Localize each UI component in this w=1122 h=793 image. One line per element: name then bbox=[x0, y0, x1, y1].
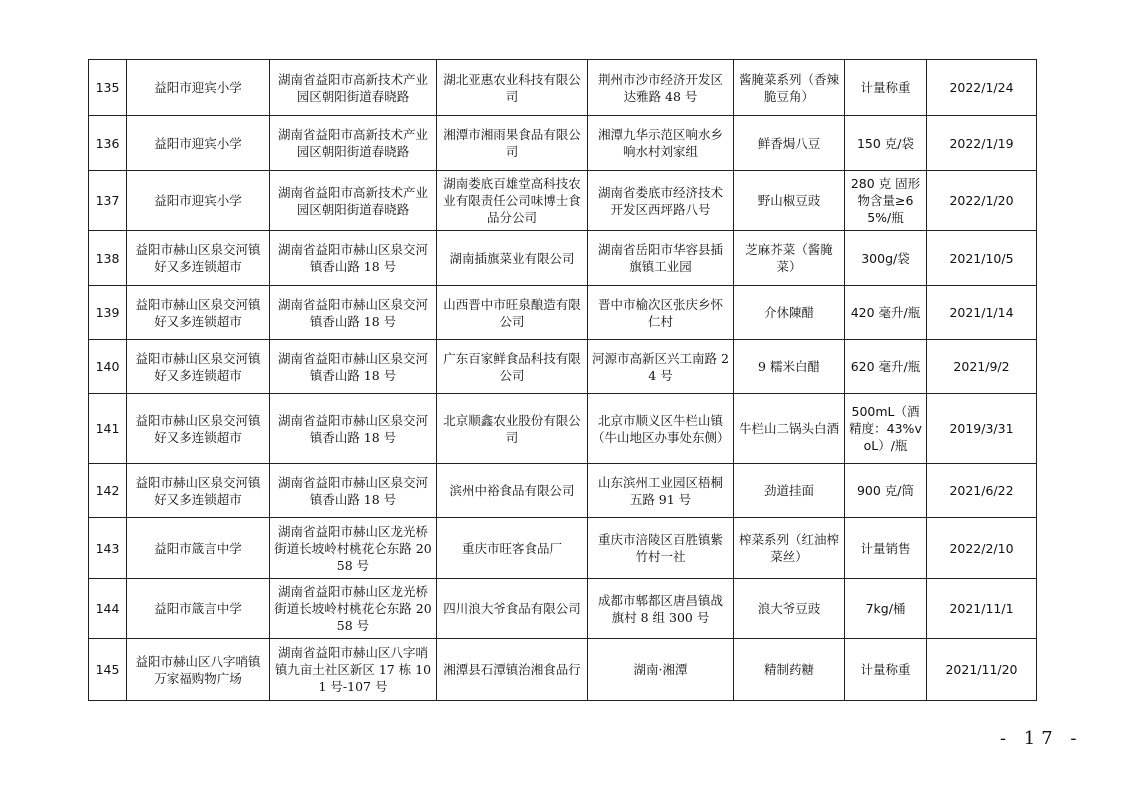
producer-address: 河源市高新区兴工南路 24 号 bbox=[588, 340, 734, 394]
table-row bbox=[89, 340, 1037, 394]
product-spec: 620 毫升/瓶 bbox=[845, 340, 927, 394]
store-name: 益阳市箴言中学 bbox=[127, 579, 270, 639]
store-address: 湖南省益阳市赫山区泉交河镇香山路 18 号 bbox=[270, 231, 437, 286]
producer-name: 湘潭县石潭镇治湘食品行 bbox=[437, 639, 588, 701]
production-date: 2022/2/10 bbox=[927, 518, 1037, 579]
producer-address: 湖南省岳阳市华容县插旗镇工业园 bbox=[588, 231, 734, 286]
product-spec: 7kg/桶 bbox=[845, 579, 927, 639]
page-number: - 17 - bbox=[1000, 728, 1083, 749]
row-number: 143 bbox=[89, 518, 127, 579]
production-date: 2021/10/5 bbox=[927, 231, 1037, 286]
store-name: 益阳市赫山区泉交河镇好又多连锁超市 bbox=[127, 394, 270, 464]
store-name: 益阳市赫山区泉交河镇好又多连锁超市 bbox=[127, 231, 270, 286]
production-date: 2021/1/14 bbox=[927, 286, 1037, 340]
producer-address: 成都市郫都区唐昌镇战旗村 8 组 300 号 bbox=[588, 579, 734, 639]
product-spec: 900 克/筒 bbox=[845, 464, 927, 518]
table-row bbox=[89, 116, 1037, 171]
table-row bbox=[89, 579, 1037, 639]
row-number: 137 bbox=[89, 171, 127, 231]
store-address: 湖南省益阳市赫山区龙光桥街道长坡岭村桃花仑东路 2058 号 bbox=[270, 579, 437, 639]
row-number: 141 bbox=[89, 394, 127, 464]
producer-name: 广东百家鲜食品科技有限公司 bbox=[437, 340, 588, 394]
store-name: 益阳市迎宾小学 bbox=[127, 60, 270, 116]
row-number: 145 bbox=[89, 639, 127, 701]
store-address: 湖南省益阳市高新技术产业园区朝阳街道春晓路 bbox=[270, 116, 437, 171]
product-spec: 计量称重 bbox=[845, 639, 927, 701]
producer-address: 荆州市沙市经济开发区达雅路 48 号 bbox=[588, 60, 734, 116]
row-number: 142 bbox=[89, 464, 127, 518]
producer-address: 湘潭九华示范区响水乡响水村刘家组 bbox=[588, 116, 734, 171]
product-table bbox=[88, 59, 1037, 701]
store-name: 益阳市赫山区泉交河镇好又多连锁超市 bbox=[127, 340, 270, 394]
row-number: 136 bbox=[89, 116, 127, 171]
product-name: 精制药糖 bbox=[734, 639, 845, 701]
product-name: 9 糯米白醋 bbox=[734, 340, 845, 394]
producer-name: 湖北亚惠农业科技有限公司 bbox=[437, 60, 588, 116]
producer-address: 山东滨州工业园区梧桐五路 91 号 bbox=[588, 464, 734, 518]
table-row bbox=[89, 171, 1037, 231]
production-date: 2019/3/31 bbox=[927, 394, 1037, 464]
product-name: 野山椒豆豉 bbox=[734, 171, 845, 231]
producer-address: 湖南·湘潭 bbox=[588, 639, 734, 701]
product-name: 榨菜系列（红油榨菜丝） bbox=[734, 518, 845, 579]
producer-name: 山西晋中市旺泉酿造有限公司 bbox=[437, 286, 588, 340]
store-address: 湖南省益阳市赫山区泉交河镇香山路 18 号 bbox=[270, 286, 437, 340]
producer-address: 北京市顺义区牛栏山镇（牛山地区办事处东侧） bbox=[588, 394, 734, 464]
row-number: 138 bbox=[89, 231, 127, 286]
producer-name: 湖南娄底百雄堂高科技农业有限责任公司味博士食品分公司 bbox=[437, 171, 588, 231]
product-spec: 150 克/袋 bbox=[845, 116, 927, 171]
table-row bbox=[89, 518, 1037, 579]
table-row bbox=[89, 464, 1037, 518]
store-address: 湖南省益阳市高新技术产业园区朝阳街道春晓路 bbox=[270, 171, 437, 231]
producer-address: 湖南省娄底市经济技术开发区西坪路八号 bbox=[588, 171, 734, 231]
product-spec: 500mL（酒精度：43%voL）/瓶 bbox=[845, 394, 927, 464]
store-name: 益阳市赫山区泉交河镇好又多连锁超市 bbox=[127, 464, 270, 518]
product-name: 芝麻芥菜（酱腌菜） bbox=[734, 231, 845, 286]
store-address: 湖南省益阳市赫山区泉交河镇香山路 18 号 bbox=[270, 340, 437, 394]
store-address: 湖南省益阳市赫山区泉交河镇香山路 18 号 bbox=[270, 394, 437, 464]
row-number: 135 bbox=[89, 60, 127, 116]
table-row bbox=[89, 394, 1037, 464]
store-address: 湖南省益阳市高新技术产业园区朝阳街道春晓路 bbox=[270, 60, 437, 116]
product-spec: 420 毫升/瓶 bbox=[845, 286, 927, 340]
producer-name: 重庆市旺客食品厂 bbox=[437, 518, 588, 579]
row-number: 140 bbox=[89, 340, 127, 394]
product-name: 劲道挂面 bbox=[734, 464, 845, 518]
table-row bbox=[89, 231, 1037, 286]
product-spec: 计量称重 bbox=[845, 60, 927, 116]
row-number: 144 bbox=[89, 579, 127, 639]
store-address: 湖南省益阳市赫山区泉交河镇香山路 18 号 bbox=[270, 464, 437, 518]
production-date: 2022/1/20 bbox=[927, 171, 1037, 231]
store-name: 益阳市箴言中学 bbox=[127, 518, 270, 579]
production-date: 2022/1/19 bbox=[927, 116, 1037, 171]
store-name: 益阳市赫山区泉交河镇好又多连锁超市 bbox=[127, 286, 270, 340]
table-row bbox=[89, 286, 1037, 340]
store-name: 益阳市迎宾小学 bbox=[127, 171, 270, 231]
producer-name: 湖南插旗菜业有限公司 bbox=[437, 231, 588, 286]
product-name: 浪大爷豆豉 bbox=[734, 579, 845, 639]
producer-address: 重庆市涪陵区百胜镇紫竹村一社 bbox=[588, 518, 734, 579]
product-name: 鲜香焗八豆 bbox=[734, 116, 845, 171]
product-name: 牛栏山二锅头白酒 bbox=[734, 394, 845, 464]
product-spec: 300g/袋 bbox=[845, 231, 927, 286]
store-name: 益阳市赫山区八字哨镇万家福购物广场 bbox=[127, 639, 270, 701]
producer-name: 滨州中裕食品有限公司 bbox=[437, 464, 588, 518]
product-spec: 计量销售 bbox=[845, 518, 927, 579]
production-date: 2022/1/24 bbox=[927, 60, 1037, 116]
production-date: 2021/6/22 bbox=[927, 464, 1037, 518]
producer-address: 晋中市榆次区张庆乡怀仁村 bbox=[588, 286, 734, 340]
row-number: 139 bbox=[89, 286, 127, 340]
production-date: 2021/11/20 bbox=[927, 639, 1037, 701]
producer-name: 北京顺鑫农业股份有限公司 bbox=[437, 394, 588, 464]
table-body bbox=[89, 60, 1037, 701]
table-row bbox=[89, 60, 1037, 116]
store-address: 湖南省益阳市赫山区龙光桥街道长坡岭村桃花仑东路 2058 号 bbox=[270, 518, 437, 579]
product-spec: 280 克 固形物含量≥65%/瓶 bbox=[845, 171, 927, 231]
store-address: 湖南省益阳市赫山区八字哨镇九亩土社区新区 17 栋 101 号-107 号 bbox=[270, 639, 437, 701]
production-date: 2021/9/2 bbox=[927, 340, 1037, 394]
product-name: 介休陳醋 bbox=[734, 286, 845, 340]
product-name: 酱腌菜系列（香辣脆豆角） bbox=[734, 60, 845, 116]
production-date: 2021/11/1 bbox=[927, 579, 1037, 639]
table-row bbox=[89, 639, 1037, 701]
producer-name: 湘潭市湘雨果食品有限公司 bbox=[437, 116, 588, 171]
store-name: 益阳市迎宾小学 bbox=[127, 116, 270, 171]
producer-name: 四川浪大爷食品有限公司 bbox=[437, 579, 588, 639]
